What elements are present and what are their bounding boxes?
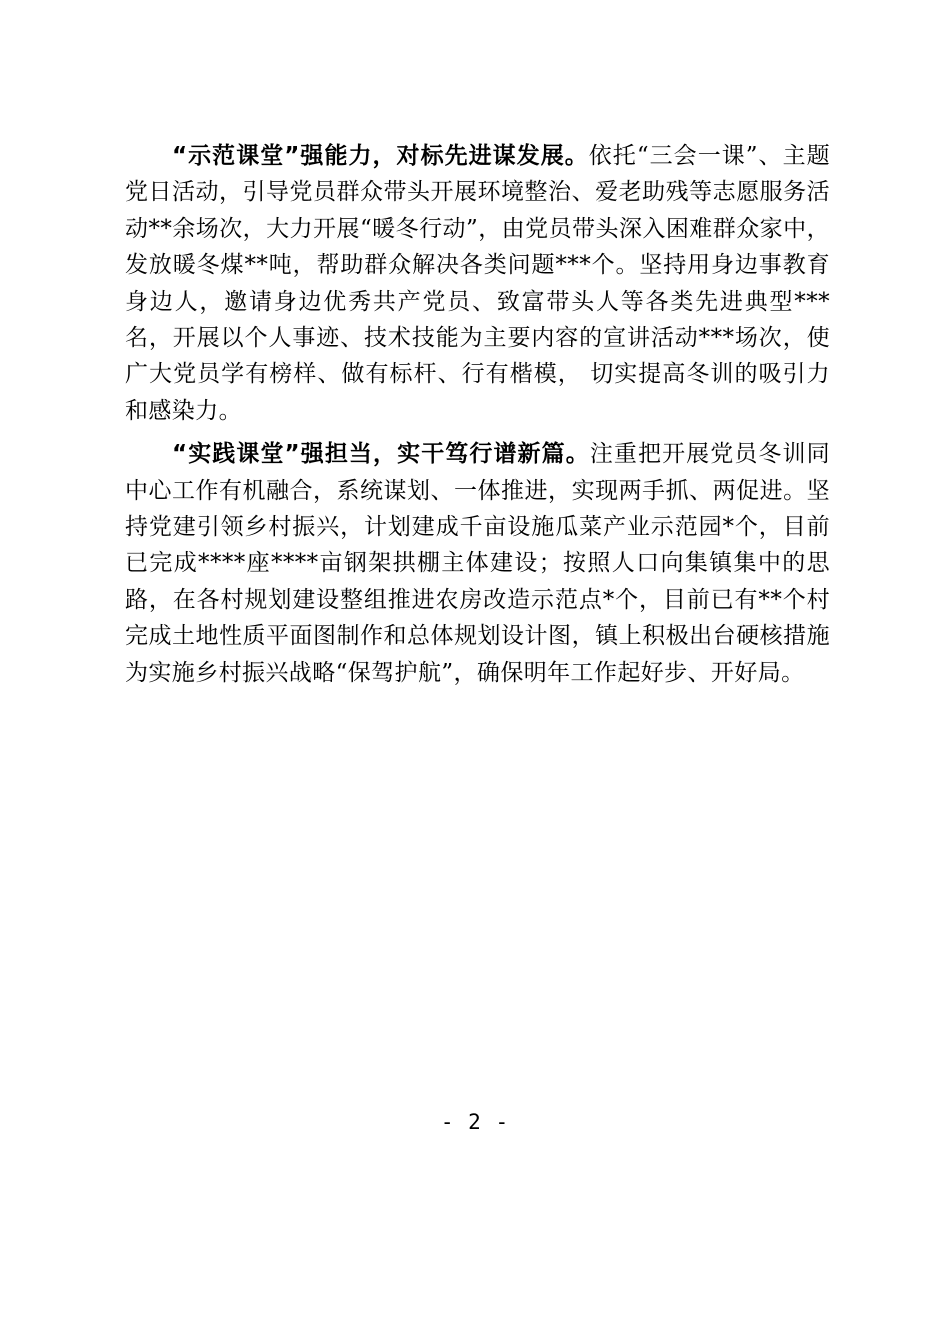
document-body <box>125 138 830 691</box>
paragraph-practice-class <box>125 436 830 691</box>
paragraph-text: 依托“三会一课”、主题党日活动，引导党员群众带头开展环境整治、爱老助残等志愿服务活动**余场次，大力开展“暖冬行动”，由党员带头深入困难群众家中，发放暖冬煤**吨，帮助群众解决各类问题***个。坚持用身边事教育身边人，邀请身边优秀共产党员、致富带头人等各类先进典型***名，开展以个人事迹、技术技能为主要内容的宣讲活动***场次，使广大党员学有榜样、做有标杆、行有楷模， 切实提高冬训的吸引力和感染力。 <box>125 143 830 424</box>
paragraph-heading: “实践课堂”强担当，实干笃行谱新篇。 <box>172 441 590 468</box>
paragraph-demonstration-class <box>125 138 830 429</box>
paragraph-text: 注重把开展党员冬训同中心工作有机融合，系统谋划、一体推进，实现两手抓、两促进。坚持党建引领乡村振兴，计划建成千亩设施瓜菜产业示范园*个，目前已完成****座****亩钢架拱棚主体建设；按照人口向集镇集中的思路，在各村规划建设整组推进农房改造示范点*个，目前已有**个村完成土地性质平面图制作和总体规划设计图，镇上积极出台硬核措施为实施乡村振兴战略“保驾护航”，确保明年工作起好步、开好局。 <box>125 441 830 686</box>
paragraph-heading: “示范课堂”强能力，对标先进谋发展。 <box>172 143 589 169</box>
page-number: - 2 - <box>440 1110 510 1134</box>
